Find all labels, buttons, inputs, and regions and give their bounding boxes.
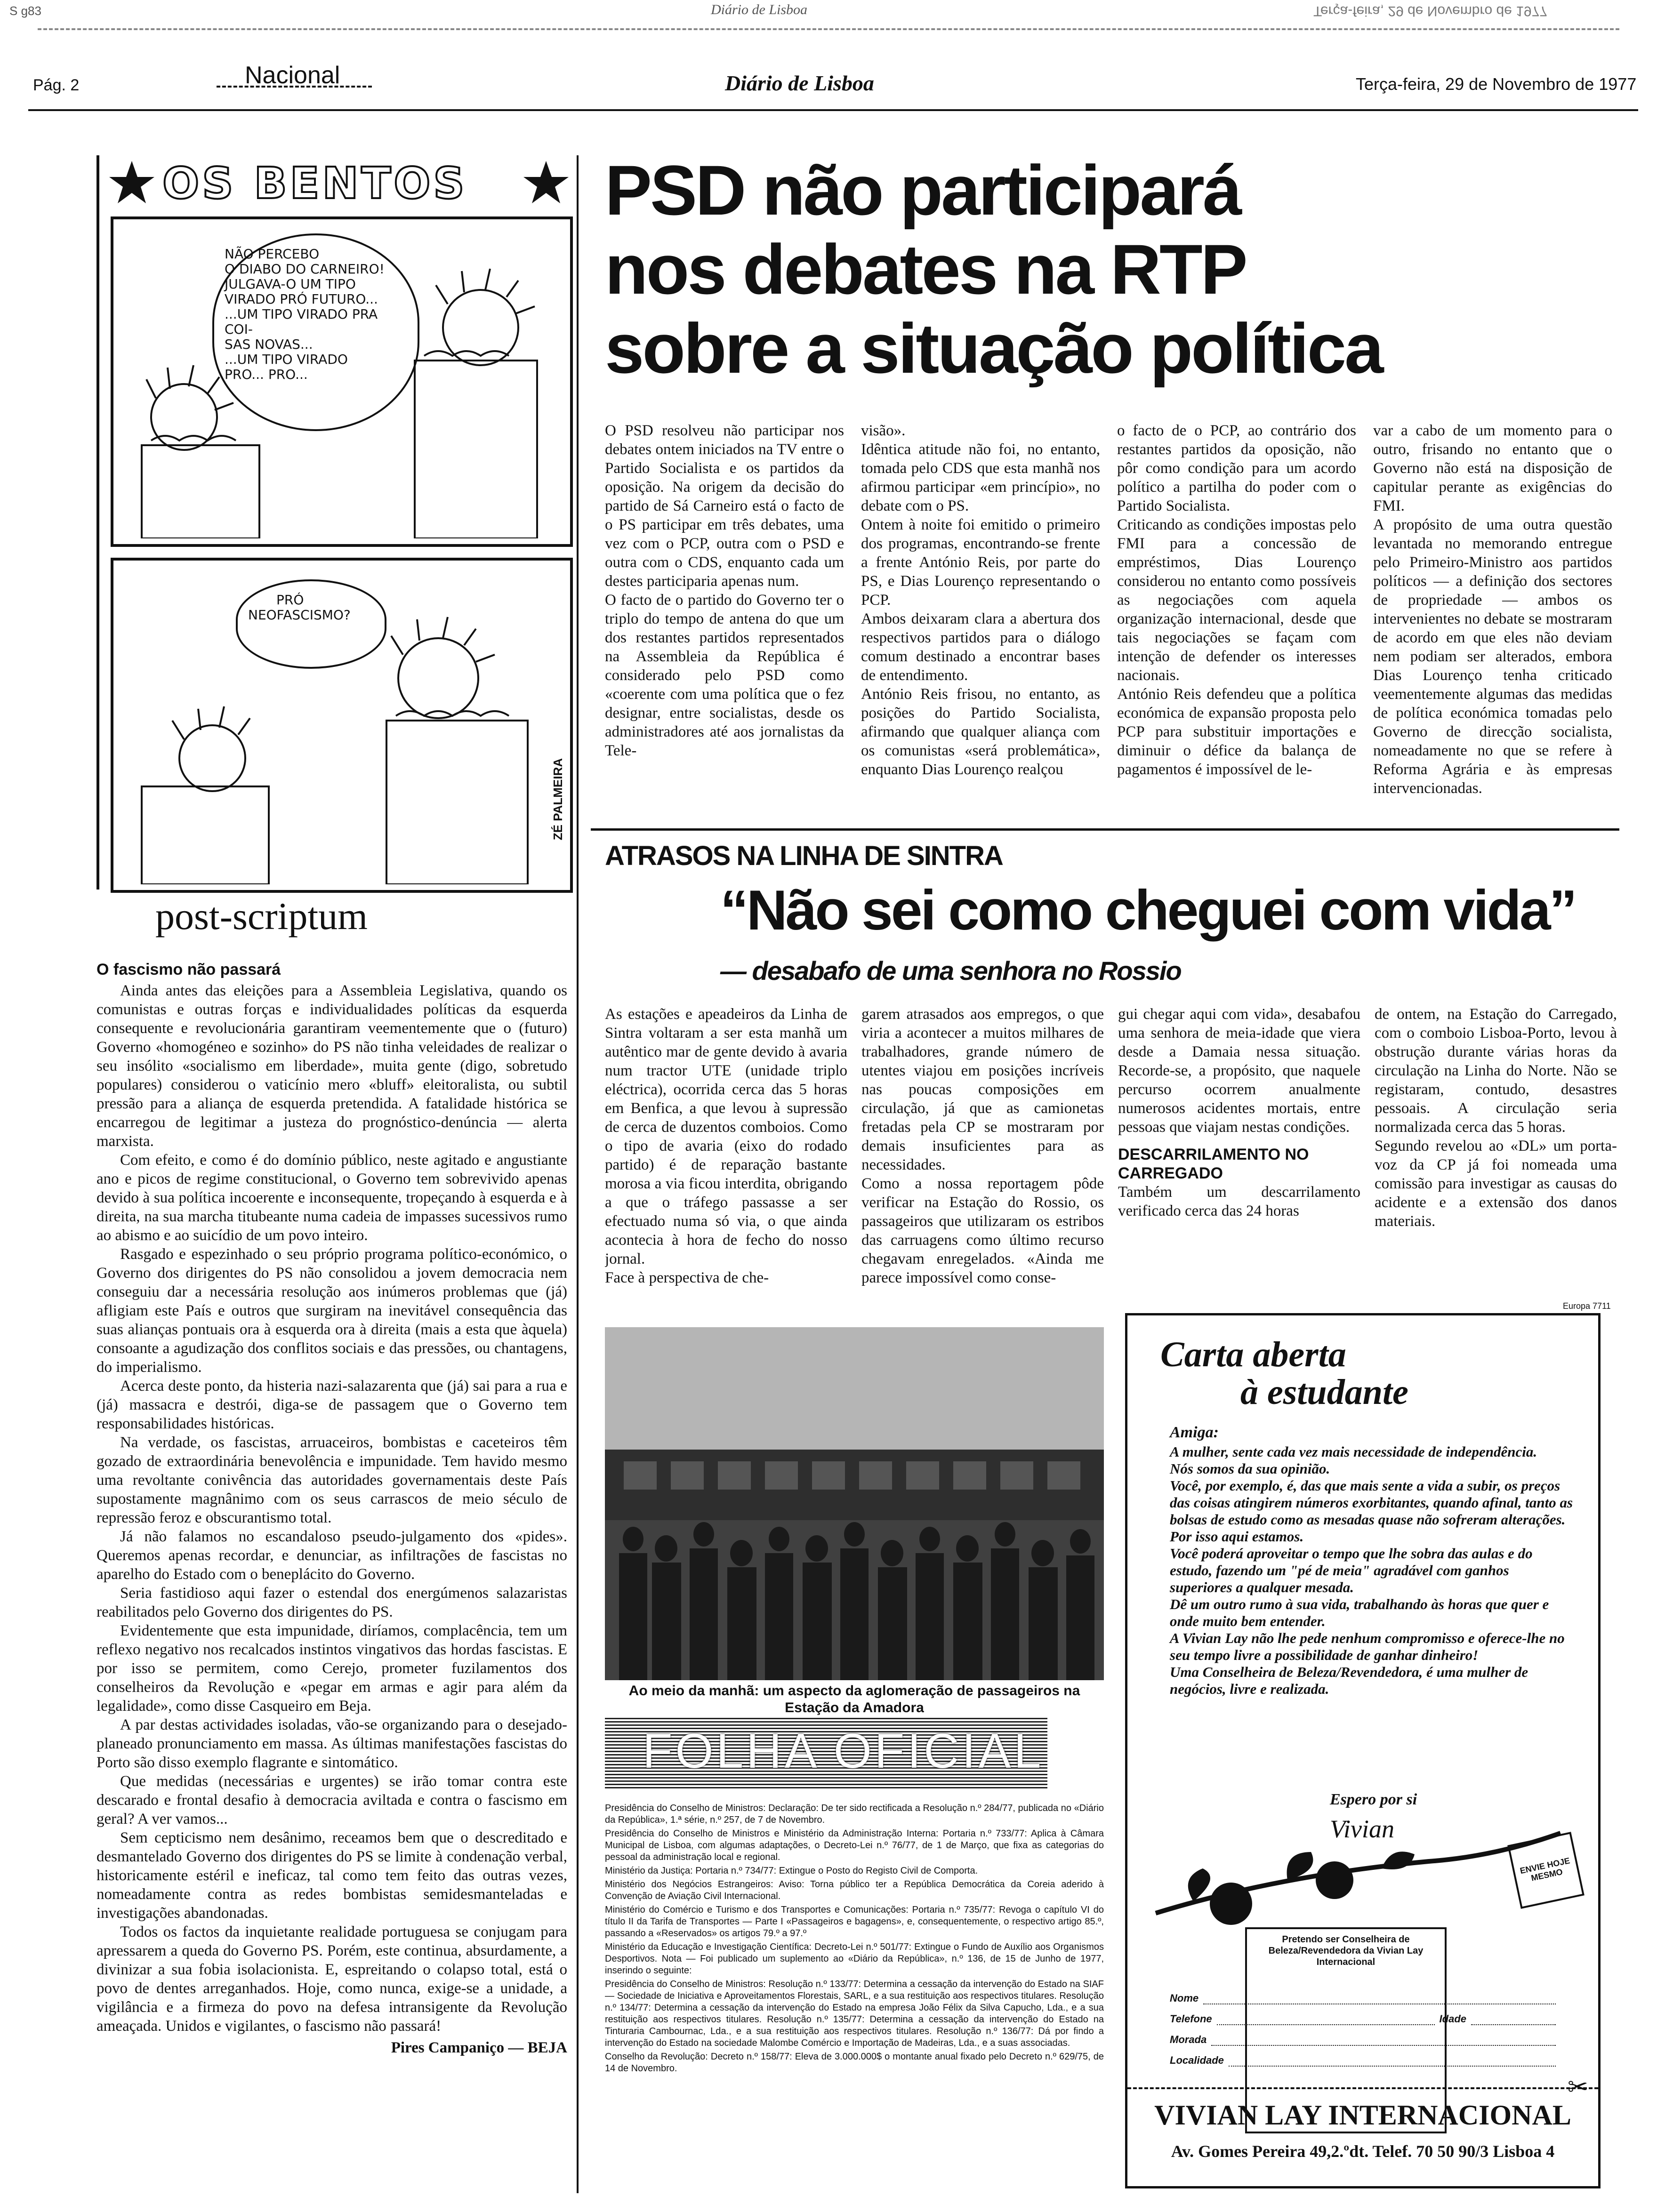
bubble-line: JULGAVA-O UM TIPO xyxy=(225,276,356,292)
comic-panel-2 xyxy=(111,558,573,893)
coupon-title: Pretendo ser Conselheira de Beleza/Revendedora da Vivian Lay Internacional xyxy=(1268,1934,1424,1967)
paragraph: Rasgado e espezinhado o seu próprio programa político-económico, o Governo dos dirigentes do PS não consolidou a jovem democracia nem conseguiu dar a necessária resolução aos inúmeros problemas que (já) afligiam este País e outros que surgiram na inevitável consequência das suas alianças pontuais ora à esquerda ora à direita (mais a esta que àquela) consoante a agudização dos conflitos sociais e das pressões, ou chantagens, do imperialismo. xyxy=(97,1246,567,1376)
ad-paragraph: Por isso aqui estamos. xyxy=(1170,1528,1304,1545)
article-column: var a cabo de um momento para o outro, frisando no entanto que o Governo não está na disposição de capitular perante as exigências do FMI. A propósito de uma outra questão levantada no memorando entregue pelo Primeiro-Ministro aos partidos políticos — a definição dos sectores de propriedade — ambos os intervenientes no debate se mostraram de acordo em que eles não deviam nem podiam ser alterados, embora Dias Lourenço tenha criticado veementemente algumas das medidas de política económica tomadas pelo Governo de direcção socialista, nomeadamente no que se refere à Reforma Agrária e às empresas intervencionadas. xyxy=(1373,422,1612,797)
ad-paragraph: Dê um outro rumo à sua vida, trabalhando às horas que quer e onde muito bem entender. xyxy=(1170,1596,1549,1629)
photo-train-platform xyxy=(605,1327,1104,1680)
field-label-address: Morada xyxy=(1170,2034,1207,2045)
bubble-line: NEOFASCISMO? xyxy=(248,607,351,623)
star-icon xyxy=(109,161,154,203)
ad-address: Av. Gomes Pereira 49,2.ºdt. Telef. 70 50 90/3 Lisboa 4 xyxy=(1171,2142,1555,2161)
star-icon xyxy=(523,161,569,203)
paragraph: Evidentemente que esta impunidade, diríamos, complacência, tem um reflexo negativo nos recalcados instintos vingativos das hordas fascistas. E por isso se permitem, como Cerejo, prometer fuzilamentos dos conselheiros da Revolução e «pegar em armas e agir para além da legalidade», como disse Casqueiro em Beja. xyxy=(97,1622,567,1715)
ad-greeting: Amiga: xyxy=(1170,1424,1219,1441)
folha-entry: Presidência do Conselho de Ministros: Declaração: De ter sido rectificada a Resolução n.º 284/77, publicada no «Diário da República», 1.ª série, n.º 257, de 7 de Novembro. xyxy=(605,1803,1104,1825)
photo-caption: Ao meio da manhã: um aspecto da aglomeração de passageiros na Estação da Amadora xyxy=(628,1683,1080,1715)
paragraph: Acerca deste ponto, da histeria nazi-salazarenta que (já) sai para a rua e (já) massacra e destrói, diga-se de passagem que o Governo tem responsabilidades históricas. xyxy=(97,1378,567,1432)
coupon-row-locality xyxy=(1170,2046,1556,2067)
comic-signature: ZÉ PALMEIRA xyxy=(551,758,565,841)
address-field[interactable] xyxy=(1211,2045,1556,2046)
bubble-line: SAS NOVAS... xyxy=(225,337,313,352)
postscriptum-body xyxy=(97,981,567,2057)
coupon-form xyxy=(1170,1984,1556,2067)
ad-agency-code: Europa 7711 xyxy=(1563,1301,1611,1311)
news-photo xyxy=(605,1327,1104,1680)
page-number: Pág. 2 xyxy=(33,76,80,94)
article-subhead: DESCARRILAMENTO NO CARREGADO xyxy=(1118,1146,1309,1182)
paragraph: Ainda antes das eleições para a Assembleia Legislativa, quando os comunistas e outras forças e individualidades políticas da esquerda consequente e revolucionária garantiram veementemente que o (futuro) Governo «homogéneo e sozinho» do PS não tinha veleidades de realizar o seu insólito «socialismo em liberdade», muita gente (digo, sobretudo populares) considerou o vaticínio mero «bluff» eleitoralista, ou subtil pressão para a aliança de esquerda pretendida. A fatalidade histórica se encarregou de legitimar a justeza do prognóstico-denúncia — alerta marxista. xyxy=(97,982,567,1150)
coupon-cut-line xyxy=(1127,2087,1598,2089)
folha-entry: Presidência do Conselho de Ministros e Ministério da Administração Interna: Portaria n.º 733/77: Aplica à Câmara Municipal de Lisboa, com algumas adaptações, o Decreto-Lei n.º 76/77, de 1 de Março, que fixa as categorias do pessoal da administração local e regional. xyxy=(605,1828,1104,1862)
ad-paragraph: Nós somos da sua opinião. xyxy=(1170,1460,1330,1477)
field-label-locality: Localidade xyxy=(1170,2054,1224,2066)
ad-paragraph: A Vivian Lay não lhe pede nenhum compromisso e oferece-lhe no seu tempo livre a possibilidade de ganhar dinheiro! xyxy=(1170,1630,1565,1663)
article-column: gui chegar aqui com vida», desabafou uma senhora de meia-idade que viera desde a Damaia nessa situação. Recorde-se, a propósito, que naquele percurso ocorrem anualmente numerosos acidentes mortais, entre pessoas que viajam nestas condições. xyxy=(1118,1006,1360,1136)
bubble-line: NÃO PERCEBO xyxy=(225,246,320,262)
folha-entry: Ministério do Comércio e Turismo e dos Transportes e Comunicações: Portaria n.º 735/77: Revoga o capítulo VI do título II da Tarifa de Transportes — Parte I «Passageiros e bagagens», e, consequentemente, o respectivo artigo 85.º, passando a «Reservados» os artigos 79.º a 97.º xyxy=(605,1905,1104,1939)
phone-field[interactable] xyxy=(1217,2024,1435,2025)
masthead-top-strip xyxy=(0,0,1657,33)
paragraph: Na verdade, os fascistas, arruaceiros, bombistas e caceteiros têm gozado de extraordinária benevolência e impunidade. Tem havido mesmo uma revoltante conivência das autoridades governamentais deste País supostamente magnânimo com os seus carrascos de meio século de repressão feroz e obscurantismo total. xyxy=(97,1434,567,1526)
article-column: o facto de o PCP, ao contrário dos restantes partidos da oposição, não pôr como condição para um acordo político a partilha do poder com o Partido Socialista. Criticando as condições impostas pelo FMI para a concessão de empréstimos, Dias Lourenço considerou no entanto como possíveis as negociações com aquela organização internacional, desde que tais negociações se façam com intenção de defender os interesses nacionais. António Reis defendeu que a política económica de expansão proposta pelo PCP para substituir importações e diminuir o défice da balança de pagamentos é impossível de le- xyxy=(1117,422,1356,778)
paragraph: Com efeito, e como é do domínio público, neste agitado e angustiante ano e picos de regime constitucional, o Governo tem sobrevivido apenas devido à sua política incoerente e inconsequente, tropeçando à esquerda e à direita, na sua marcha titubeante numa cadeia de impasses sucessivos rumo ao abismo e ao suicídio de um povo inteiro. xyxy=(97,1152,567,1244)
coupon-row-name xyxy=(1170,1984,1556,2004)
coupon-row-address xyxy=(1170,2025,1556,2046)
bubble-line: ...UM TIPO VIRADO PRA COI- xyxy=(225,306,378,337)
locality-field[interactable] xyxy=(1229,2066,1556,2067)
ad-paragraph: Uma Conselheira de Beleza/Revendedora, é uma mulher de negócios, livre e realizada. xyxy=(1170,1664,1528,1697)
ad-paragraph: Você poderá aproveitar o tempo que lhe sobra das aulas e do estudo, fazendo um "pé de meia" agradável com ganhos superiores a qualquer mesada. xyxy=(1170,1545,1533,1595)
bubble-line: O DIABO DO CARNEIRO! xyxy=(225,261,385,277)
paragraph: Já não falamos no escandaloso pseudo-julgamento dos «pides». Queremos apenas recordar, e denunciar, as infiltrações de fascistas no aparelho do Estado com o beneplácito do Governo. xyxy=(97,1528,567,1583)
ad-title-1: Carta aberta xyxy=(1160,1335,1346,1374)
psd-article-body xyxy=(605,421,1612,826)
masthead-top-right: Terça-feira, 29 de Novembro de 1977 xyxy=(1313,3,1547,19)
coupon-row-phone xyxy=(1170,2004,1556,2025)
bubble-line: PRO... PRO... xyxy=(225,367,308,382)
newspaper-name: Diário de Lisboa xyxy=(725,71,874,95)
article-column: visão». Idêntica atitude não foi, no entanto, tomada pelo CDS que esta manhã nos afirmou participar «em princípio», no debate com o PS. Ontem à noite foi emitido o primeiro dos programas, encontrando-se frente a frente António Reis, por parte do PS, e Dias Lourenço representando o PCP. Ambos deixaram clara a abertura dos respectivos partidos para o diálogo comum destinado a encontrar bases de entendimento. António Reis frisou, no entanto, as posições do Partido Socialista, afirmando que qualquer aliança com os comunistas «será problemática», enquanto Dias Lourenço realçou xyxy=(861,422,1100,778)
column-divider xyxy=(577,155,579,2193)
ad-signature: Vivian xyxy=(1330,1815,1394,1843)
article-column: Também um descarrilamento verificado cerca das 24 horas xyxy=(1118,1184,1360,1219)
section-rule xyxy=(591,828,1619,831)
article-column: de ontem, na Estação do Carregado, com o comboio Lisboa-Porto, levou à obstrução durante várias horas da circulação na Linha do Norte. Não se registaram, contudo, desastres pessoais. A circulação seria normalizada cerca das 5 horas. Segundo revelou ao «DL» um porta-voz da CP já foi nomeada uma comissão para investigar as causas do acidente e a extensão dos danos materiais. xyxy=(1375,1006,1617,1230)
article-column-with-subhead xyxy=(1118,1005,1360,1306)
comic-panel-1 xyxy=(111,216,573,547)
ad-title-2: à estudante xyxy=(1240,1372,1408,1412)
sintra-kicker: ATRASOS NA LINHA DE SINTRA xyxy=(605,841,1003,871)
folha-entry: Ministério da Educação e Investigação Científica: Decreto-Lei n.º 501/77: Extingue o Fundo de Auxílio aos Organismos Desportivos. Nota — Foi publicado um suplemento ao «Diário da República», n.º 136, de 15 de Junho de 1977, inserindo o seguinte: xyxy=(605,1942,1104,1976)
page-header xyxy=(28,61,1638,108)
scissors-icon[interactable]: ✂ xyxy=(1568,2074,1588,2101)
postscriptum-subheading: O fascismo não passará xyxy=(97,961,281,978)
folha-oficial-entries xyxy=(605,1803,1104,2076)
cartoon-drawing-1 xyxy=(113,219,564,538)
bubble-line: PRÓ xyxy=(276,592,304,608)
field-label-age: Idade xyxy=(1439,2013,1466,2025)
psd-headline xyxy=(605,151,1612,388)
masthead-top-left: S g83 xyxy=(9,4,41,18)
field-label-phone: Telefone xyxy=(1170,2013,1212,2025)
folha-entry: Conselho da Revolução: Decreto n.º 158/77: Eleva de 3.000.000$ o montante anual fixado pelo Decreto n.º 629/75, de 14 de Novembro. xyxy=(605,2052,1104,2074)
article-column: O PSD resolveu não participar nos debates ontem iniciados na TV entre o Partido Socialista e os partidos da oposição. Na origem da decisão do partido de Sá Carneiro está o facto de o PS participar em três debates, uma vez com o PCP, outra com o PSD e outra com o CDS, enquanto cada um destes participaria apenas num. O facto de o partido do Governo ter o triplo do tempo de antena do que um dos restantes partidos representados na Assembleia da República é considerado pelo PSD como «coerente com uma política que o fez designar, entre socialistas, desde os administradores até aos jornalistas da Tele- xyxy=(605,422,844,759)
postscriptum-heading: post-scriptum xyxy=(155,895,368,938)
issue-date: Terça-feira, 29 de Novembro de 1977 xyxy=(1356,74,1637,94)
section-name: Nacional xyxy=(245,62,340,89)
ad-body xyxy=(1170,1443,1575,1698)
article-author: Pires Campaniço — BEJA xyxy=(391,2039,567,2056)
ad-company-name: VIVIAN LAY INTERNACIONAL xyxy=(1154,2100,1571,2131)
paragraph: A par destas actividades isoladas, vão-se organizando para o desejado-planeado pronunciamento em massa. As últimas manifestações fascistas do Porto são disso exemplo flagrante e sintomático. xyxy=(97,1716,567,1771)
folha-oficial-banner xyxy=(605,1718,1047,1788)
vivian-lay-ad xyxy=(1125,1313,1601,2188)
sintra-headline: “Não sei como cheguei com vida” xyxy=(720,879,1576,942)
bubble-line: ...UM TIPO VIRADO xyxy=(225,352,348,367)
paragraph: Todos os factos da inquietante realidade portuguesa se conjugam para apressarem a queda do Governo PS. Porém, este continua, absurdamente, a divinizar a sua fobia isolacionista. E, espreitando o colapso total, está o povo de dentes arreganhados. Hoje, como nunca, exige-se a unidade, a vigilância e a firmeza do povo na defesa intransigente da Revolução ameaçada. Unidos e vigilantes, o fascismo não passará! xyxy=(97,1923,567,2035)
header-rule xyxy=(28,109,1638,111)
comic-title xyxy=(106,155,572,207)
paragraph: Seria fastidioso aqui fazer o estendal dos energúmenos salazaristas reabilitados pelo Governo dos dirigentes do PS. xyxy=(97,1585,567,1620)
folha-entry: Ministério da Justiça: Portaria n.º 734/77: Extingue o Posto do Registo Civil de Comporta. xyxy=(605,1866,978,1876)
ad-paragraph: Você, por exemplo, é, das que mais sente a vida a subir, os preços das coisas atingirem números exorbitantes, quando afinal, tanto as bolsas de estudo como as mesadas quase não sofreram alterações. xyxy=(1170,1477,1573,1528)
folha-entry: Presidência do Conselho de Ministros: Resolução n.º 133/77: Determina a cessação da intervenção do Estado na SIAF — Sociedade de Iniciativa e Aproveitamentos Florestais, SARL, e a sua restituição aos respectivos titulares. Resolução n.º 134/77: Determina a cessação da intervenção do Estado na empresa João Félix da Silva Capucho, Lda., e a sua restituição aos respectivos titulares. Resolução n.º 135/77: Determina a cessação da intervenção do Estado na Tinturaria Cambournac, Lda., e a sua restituição aos respectivos titulares. Resolução n.º 136/77: Dá por findo a intervenção do Estado na sociedade Malombe Comércio e Importação de Madeiras, Lda., e a suas associadas. xyxy=(605,1979,1104,2048)
ad-closing: Espero por si xyxy=(1330,1791,1417,1808)
headline-line: nos debates na RTP xyxy=(605,230,1246,309)
age-field[interactable] xyxy=(1471,2024,1556,2025)
article-column: garem atrasados aos empregos, o que viria a acontecer a muitos milhares de trabalhadores, grande número de utentes viajou em posições incríveis nas poucas composições em circulação, já que as camionetas fretadas pela CP se mostraram por demais insuficientes para as necessidades. Como a nossa reportagem pôde verificar na Estação do Rossio, os passageiros que utilizaram os estribos das carruagens como último recurso chegavam enregelados. «Ainda me parece impossível como conse- xyxy=(861,1006,1104,1286)
bubble-line: VIRADO PRÓ FUTURO... xyxy=(225,291,378,307)
comic-title-text: OS BENTOS xyxy=(162,158,467,208)
folha-oficial-title: FOLHA OFICIAL xyxy=(643,1724,1044,1779)
cartoon-drawing-2 xyxy=(113,561,564,884)
ad-paragraph: A mulher, sente cada vez mais necessidade de independência. xyxy=(1170,1443,1537,1460)
article-column: As estações e apeadeiros da Linha de Sintra voltaram a ser esta manhã um autêntico mar de gente devido à avaria num tractor UTE (unidade triplo eléctrica), ocorrida cerca das 5 horas em Benfica, a que levou à supressão de cerca de duzentos comboios. Como o tipo de avaria (eixo do rodado partido) é de reparação bastante morosa a via ficou interdita, obrigando a que o tráfego passasse a ser efectuado numa só via, o que ainda acontecia à hora de fecho do nosso jornal. Face à perspectiva de che- xyxy=(605,1006,847,1286)
sintra-subheadline: — desabafo de uma senhora no Rossio xyxy=(720,956,1181,986)
ad-stamp: ENVIE HOJE MESMO xyxy=(1507,1832,1585,1909)
headline-line: PSD não participará xyxy=(605,151,1240,230)
folha-entry: Ministério dos Negócios Estrangeiros: Aviso: Torna público ter a República Democrática da Coreia aderido à Convenção de Aviação Civil Internacional. xyxy=(605,1879,1104,1901)
field-label-name: Nome xyxy=(1170,1992,1199,2004)
paragraph: Que medidas (necessárias e urgentes) se irão tomar contra este descarado e frontal desafio à democracia aviltada e contra o fascismo em geral? A ver vamos... xyxy=(97,1773,567,1827)
headline-line: sobre a situação política xyxy=(605,309,1382,388)
comic-frame-left xyxy=(97,155,99,890)
masthead-top-center: Diário de Lisboa xyxy=(711,2,808,17)
section-dash xyxy=(217,86,372,88)
paragraph: Sem cepticismo nem desânimo, receamos bem que o descreditado e desmantelado Governo dos dirigentes do PS se limite à condenação verbal, historicamente estéril e ineficaz, tal como tem feito das outras vezes, nomeadamente contra as redes bombistas semidesmanteladas e investigações abandonadas. xyxy=(97,1829,567,1922)
sintra-article-body xyxy=(605,1005,1617,1306)
